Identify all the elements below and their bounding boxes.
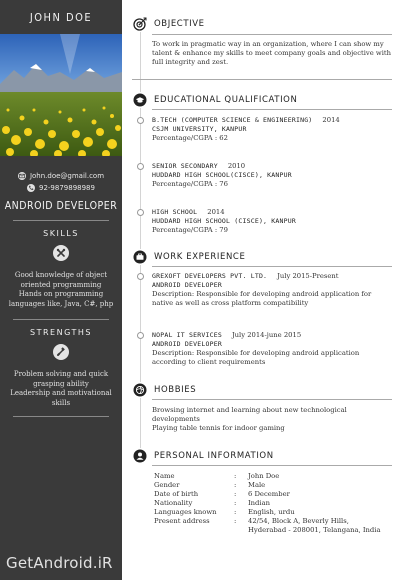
experience-heading: WORK EXPERIENCE [154, 252, 246, 262]
divider [132, 79, 392, 80]
target-icon [132, 16, 148, 32]
info-label: Nationality [154, 499, 193, 507]
divider [13, 416, 109, 417]
phone-row [0, 182, 122, 194]
objective-header [132, 16, 205, 32]
objective-heading: OBJECTIVE [154, 19, 205, 29]
divider [152, 465, 392, 466]
divider [152, 34, 392, 35]
tools-icon [53, 245, 69, 261]
info-colon: : [234, 508, 237, 516]
experience-header [132, 249, 245, 265]
phone-text[interactable]: 92-9879898989 [39, 184, 95, 192]
education-item: HIGH SCHOOL 2014 HUDDARD HIGH SCHOOL (CISCE), KANPUR Percentage/CGPA : 79 [152, 208, 296, 234]
watermark: GetAndroid.iR [6, 554, 113, 572]
info-value: Hyderabad - 208001, Telangana, India [248, 526, 381, 534]
hammer-icon [53, 344, 69, 360]
info-label: Date of birth [154, 490, 199, 498]
skills-heading: SKILLS [43, 229, 79, 238]
hobbies-header [132, 382, 196, 398]
timeline-dot [137, 163, 144, 170]
landscape-image [0, 34, 122, 156]
info-label: Languages known [154, 508, 217, 516]
graduation-cap-icon [132, 92, 148, 108]
person-name: JOHN DOE [29, 10, 93, 24]
main-content [122, 0, 409, 580]
timeline-dot [137, 117, 144, 124]
divider [152, 109, 392, 110]
info-label: Gender [154, 481, 180, 489]
info-value: John Doe [248, 472, 280, 480]
email-icon [18, 172, 26, 180]
contact-info [0, 170, 122, 194]
info-value: 6 December [248, 490, 290, 498]
info-label: Present address [154, 517, 210, 525]
hobbies-text: Browsing internet and learning about new technological developments Playing table tennis for indoor gaming [152, 406, 347, 432]
education-header [132, 92, 297, 108]
info-value: Male [248, 481, 266, 489]
hobbies-heading: HOBBIES [154, 385, 197, 395]
personal-heading: PERSONAL INFORMATION [154, 451, 274, 461]
info-colon: : [234, 481, 237, 489]
education-heading: EDUCATIONAL QUALIFICATION [154, 95, 298, 105]
timeline-dot [137, 273, 144, 280]
briefcase-icon [132, 249, 148, 265]
profile-photo [0, 34, 122, 156]
info-value: 42/54, Block A, Beverly Hills, [248, 517, 349, 525]
job-title: ANDROID DEVELOPER [4, 200, 118, 212]
timeline-dot [137, 332, 144, 339]
experience-item: GREXOFT DEVELOPERS PVT. LTD. July 2015-Present ANDROID DEVELOPER Description: Responsible for developing android application for native as well as cross platform compatibility [152, 272, 372, 307]
experience-item: NOPAL IT SERVICES July 2014-june 2015 ANDROID DEVELOPER Description: Responsible for developing android application according to client requirements [152, 331, 360, 366]
info-value: English, urdu [248, 508, 295, 516]
strengths-text: Problem solving and quick grasping ability Leadership and motivational skills [10, 370, 112, 407]
info-colon: : [234, 517, 237, 525]
timeline-dot [137, 209, 144, 216]
education-item: SENIOR SECONDARY 2010 HUDDARD HIGH SCHOOL(CISCE), KANPUR Percentage/CGPA : 76 [152, 162, 292, 188]
info-colon: : [234, 472, 237, 480]
user-icon [132, 448, 148, 464]
personal-header [132, 448, 274, 464]
divider [13, 220, 109, 221]
phone-icon [27, 184, 35, 192]
divider [152, 266, 392, 267]
email-row [0, 170, 122, 182]
education-item: B.TECH (COMPUTER SCIENCE & ENGINEERING) 2014 CSJM UNIVERSITY, KANPUR Percentage/CGPA : 62 [152, 116, 340, 142]
email-text[interactable]: John.doe@gmail.com [29, 172, 105, 180]
strengths-heading: STRENGTHS [30, 328, 92, 337]
activity-icon [132, 382, 148, 398]
divider [152, 399, 392, 400]
info-label: Name [154, 472, 175, 480]
info-colon: : [234, 490, 237, 498]
info-colon: : [234, 499, 237, 507]
info-value: Indian [248, 499, 271, 507]
objective-text: To work in pragmatic way in an organization, where I can show my talent & enhance my skills to meet company goals and objective with full integrity and zest. [152, 40, 392, 66]
skills-text: Good knowledge of object oriented programming Hands on programming languages like, Java, C#, php [8, 271, 114, 308]
divider [13, 319, 109, 320]
sidebar [0, 0, 122, 580]
